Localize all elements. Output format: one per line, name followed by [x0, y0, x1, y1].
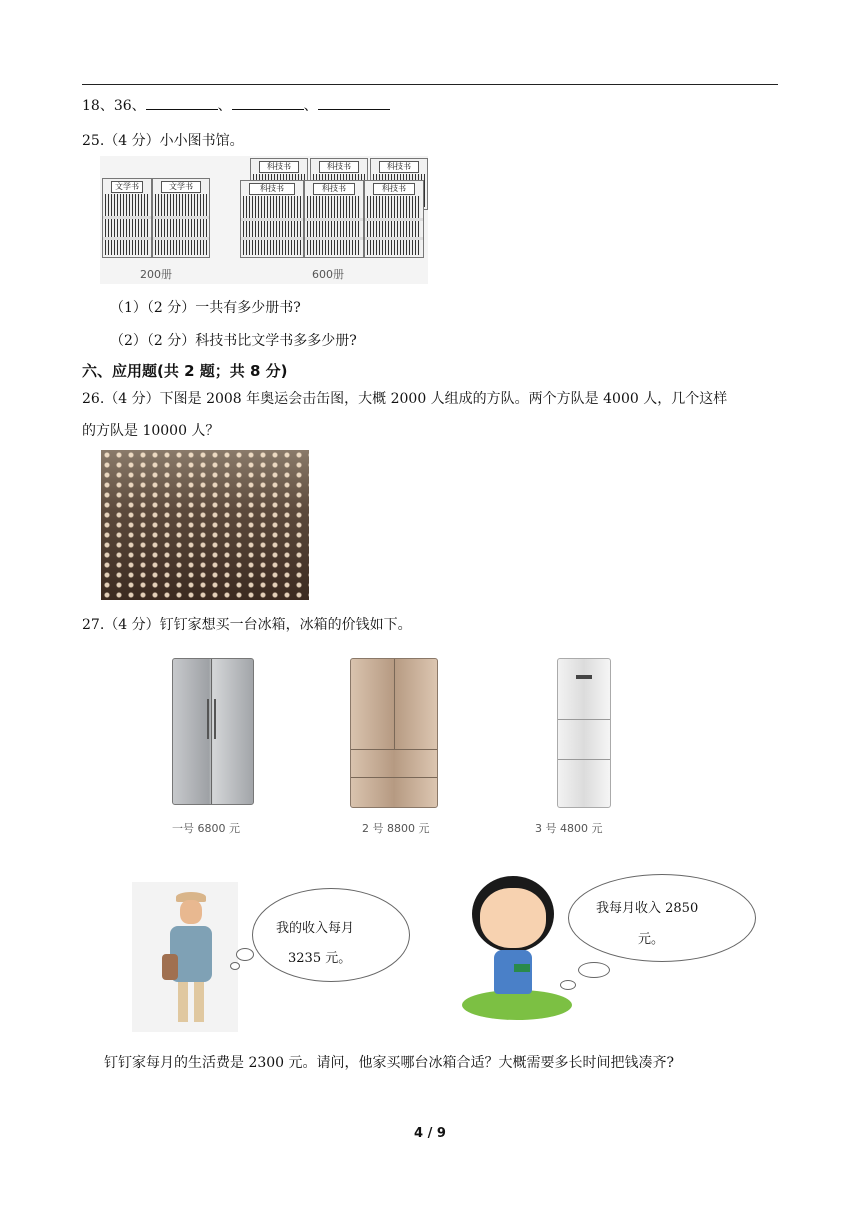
shelf-tag: 科技书	[259, 161, 299, 173]
shelf-tag: 文学书	[111, 181, 143, 193]
shelf-tag: 文学书	[161, 181, 201, 193]
header-rule	[82, 84, 778, 85]
answer-prefix: 18、36、	[82, 98, 146, 114]
shelf-tag: 科技书	[379, 161, 419, 173]
girl-figure-image	[456, 872, 576, 1024]
fridge-1-image	[172, 658, 254, 805]
section-heading: 六、应用题(共 2 题；共 8 分)	[82, 362, 288, 380]
fridge-2-label: 2 号 8800 元	[362, 822, 430, 835]
shelf-tag: 科技书	[373, 183, 415, 195]
shelf-tag: 科技书	[249, 183, 295, 195]
bubble-tail	[236, 948, 254, 961]
bubble-tail	[560, 980, 576, 990]
shelf-tag: 科技书	[313, 183, 355, 195]
literature-shelf	[102, 178, 152, 258]
separator: 、	[217, 98, 232, 114]
q25-title: 25.（4 分）小小图书馆。	[82, 133, 244, 149]
bubble-tail	[230, 962, 240, 970]
q25-sub1: （1）（2 分）一共有多少册书?	[110, 300, 301, 316]
science-shelf	[240, 180, 304, 258]
page-number: 4 / 9	[414, 1126, 446, 1141]
fridge-3-image	[557, 658, 611, 808]
q26-line1: 26.（4 分）下图是 2008 年奥运会击缶图，大概 2000 人组成的方队。两个方队是 4000 人，几个这样	[82, 391, 728, 407]
girl-speech-bubble	[568, 874, 756, 962]
science-shelf	[364, 180, 424, 258]
literature-shelf	[152, 178, 210, 258]
fridge-2-image	[350, 658, 438, 808]
science-shelf	[304, 180, 364, 258]
fridge-3-label: 3 号 4800 元	[535, 822, 603, 835]
literature-count: 200册	[140, 268, 172, 281]
bubble-tail	[578, 962, 610, 978]
drum-formation-photo	[101, 450, 309, 600]
q25-sub2: （2）（2 分）科技书比文学书多多少册?	[110, 333, 357, 349]
answer-blank	[232, 95, 304, 110]
fridge-1-label: 一号 6800 元	[172, 822, 240, 835]
q26-line2: 的方队是 10000 人？	[82, 423, 220, 439]
father-figure-image	[132, 882, 238, 1032]
father-bubble-line1: 我的收入每月	[276, 921, 355, 936]
father-bubble-line2: 3235 元。	[288, 951, 352, 966]
answer-line-18-36	[82, 95, 390, 115]
girl-bubble-line2: 元。	[638, 932, 665, 947]
q27-question: 钉钉家每月的生活费是 2300 元。请问，他家买哪台冰箱合适？大概需要多长时间把钱凑齐?	[104, 1055, 675, 1071]
bookshelf-image	[100, 156, 428, 284]
answer-blank	[146, 95, 218, 110]
girl-bubble-line1: 我每月收入 2850	[596, 901, 699, 916]
shelf-tag: 科技书	[319, 161, 359, 173]
answer-blank	[318, 95, 390, 110]
separator: 、	[303, 98, 318, 114]
science-count: 600册	[312, 268, 344, 281]
q27-title: 27.（4 分）钉钉家想买一台冰箱，冰箱的价钱如下。	[82, 617, 412, 633]
